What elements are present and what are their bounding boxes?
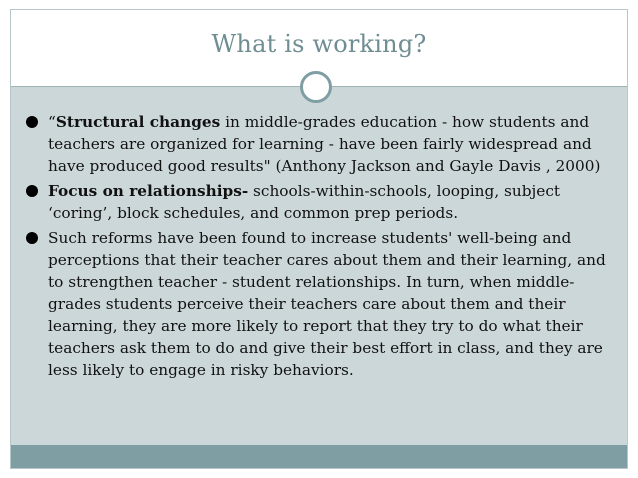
bullet-dot-icon xyxy=(26,185,38,197)
bullet-item xyxy=(26,227,616,381)
circle-ornament-icon xyxy=(300,71,332,103)
slide-title: What is working? xyxy=(211,30,427,58)
bullet-list xyxy=(26,111,616,384)
open-quote: “ xyxy=(48,113,56,131)
bullet-item xyxy=(26,180,616,224)
bullet-item xyxy=(26,111,616,177)
footer-band xyxy=(11,445,627,468)
bullet-bold-text: Structural changes xyxy=(55,113,221,131)
bullet-dot-icon xyxy=(26,116,38,128)
bullet-text: schools-within-schools, looping, subject ‘coring’, block schedules, and common prep periods. xyxy=(48,182,561,222)
bullet-dot-icon xyxy=(26,232,38,244)
bullet-bold-text: Focus on relationships- xyxy=(48,182,249,200)
bullet-text: in middle-grades education - how students and teachers are organized for learning - have been fairly widespread and have produced good results" (Anthony Jackson and Gayle Davis , 2000) xyxy=(48,113,601,175)
bullet-text: Such reforms have been found to increase students' well-being and perceptions that their teacher cares about them and their learning, and to strengthen teacher - student relationships. In turn, when middle-grades students perceive their teachers care about them and their learning, they are more likely to report that they try to do what their teachers ask them to do and give their best effort in class, and they are less likely to engage in risky behaviors. xyxy=(48,229,606,379)
